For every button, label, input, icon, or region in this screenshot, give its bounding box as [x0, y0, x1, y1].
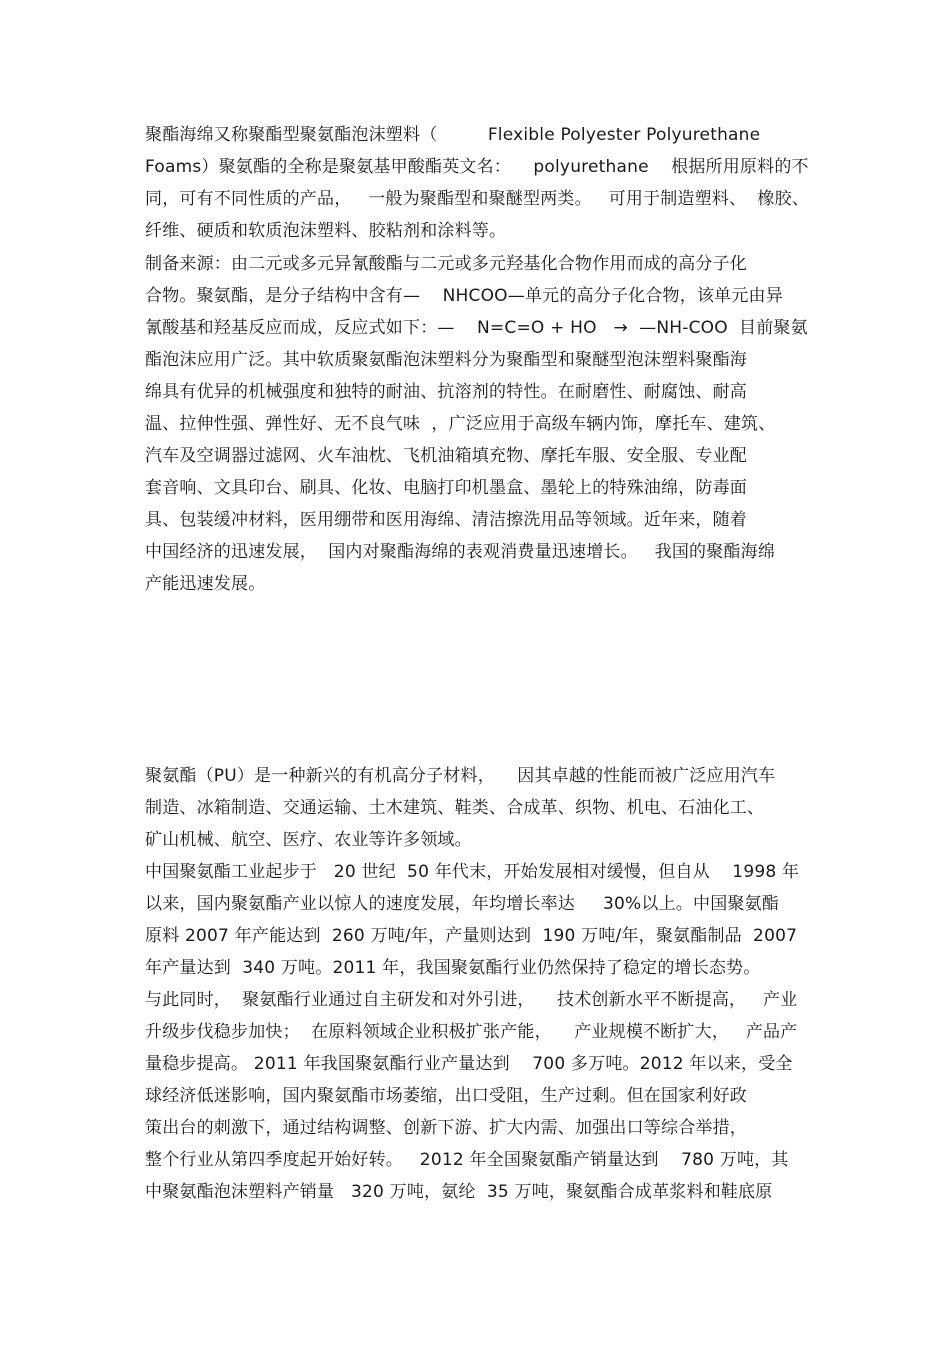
- text-line: 整个行业从第四季度起开始好转。 2012 年全国聚氨酯产销量达到 780 万吨，其: [145, 1150, 789, 1170]
- text-line: 同，可有不同性质的产品， 一般为聚酯型和聚醚型两类。 可用于制造塑料、 橡胶、: [145, 189, 810, 209]
- text-line: 中聚氨酯泡沫塑料产销量 320 万吨，氨纶 35 万吨，聚氨酯合成革浆料和鞋底原: [145, 1182, 773, 1202]
- text-line: 以来，国内聚氨酯产业以惊人的速度发展，年均增长率达 30%以上。中国聚氨酯: [145, 894, 780, 914]
- text-line: 中国聚氨酯工业起步于 20 世纪 50 年代末，开始发展相对缓慢，但自从 1998 年: [145, 862, 800, 882]
- text-line: 产能迅速发展。: [145, 574, 266, 594]
- text-line: 合物。聚氨酯，是分子结构中含有— NHCOO—单元的高分子化合物，该单元由异: [145, 286, 783, 306]
- text-line: 与此同时， 聚氨酯行业通过自主研发和对外引进， 技术创新水平不断提高， 产业: [145, 990, 798, 1010]
- text-line: 氰酸基和羟基反应而成，反应式如下：— N=C=O + HO → —NH-COO 目前聚氨: [145, 318, 808, 338]
- text-line: 酯泡沫应用广泛。其中软质聚氨酯泡沫塑料分为聚酯型和聚醚型泡沫塑料聚酯海: [145, 350, 747, 370]
- text-line: 绵具有优异的机械强度和独特的耐油、抗溶剂的特性。在耐磨性、耐腐蚀、耐高: [145, 382, 747, 402]
- text-line: 制造、冰箱制造、交通运输、土木建筑、鞋类、合成革、织物、机电、石油化工、: [145, 798, 765, 818]
- text-line: 球经济低迷影响，国内聚氨酯市场萎缩，出口受阻，生产过剩。但在国家利好政: [145, 1086, 747, 1106]
- text-line: 升级步伐稳步加快； 在原料领域企业积极扩张产能， 产业规模不断扩大， 产品产: [145, 1022, 798, 1042]
- text-line: 策出台的刺激下，通过结构调整、创新下游、扩大内需、加强出口等综合举措，: [145, 1118, 747, 1138]
- text-line: 矿山机械、航空、医疗、农业等许多领域。: [145, 830, 472, 850]
- text-line: 套音响、文具印台、刷具、化妆、电脑打印机墨盒、墨轮上的特殊油绵，防毒面: [145, 478, 747, 498]
- text-line: 纤维、硬质和软质泡沫塑料、胶粘剂和涂料等。: [145, 221, 507, 241]
- text-line: 聚氨酯（PU）是一种新兴的有机高分子材料， 因其卓越的性能而被广泛应用汽车: [145, 766, 776, 786]
- text-line: 年产量达到 340 万吨。2011 年，我国聚氨酯行业仍然保持了稳定的增长态势。: [145, 958, 761, 978]
- text-line: 制备来源：由二元或多元异氰酸酯与二元或多元羟基化合物作用而成的高分子化: [145, 254, 747, 274]
- text-line: 聚酯海绵又称聚酯型聚氨酯泡沫塑料（ Flexible Polyester Polyurethane: [145, 125, 761, 145]
- text-line: 原料 2007 年产能达到 260 万吨/年，产量则达到 190 万吨/年，聚氨酯制品 2007: [145, 926, 798, 946]
- text-line: 温、拉伸性强、弹性好、无不良气味 ，广泛应用于高级车辆内饰，摩托车、建筑、: [145, 414, 776, 434]
- text-line: 具、包装缓冲材料，医用绷带和医用海绵、清洁擦洗用品等领域。近年来，随着: [145, 510, 747, 530]
- text-line: 中国经济的迅速发展， 国内对聚酯海绵的表观消费量迅速增长。 我国的聚酯海绵: [145, 542, 776, 562]
- text-line: Foams）聚氨酯的全称是聚氨基甲酸酯英文名： polyurethane 根据所用原料的不: [145, 157, 809, 177]
- text-line: 量稳步提高。 2011 年我国聚氨酯行业产量达到 700 多万吨。2012 年以来，受全: [145, 1054, 793, 1074]
- text-line: 汽车及空调器过滤网、火车油枕、飞机油箱填充物、摩托车服、安全服、专业配: [145, 446, 747, 466]
